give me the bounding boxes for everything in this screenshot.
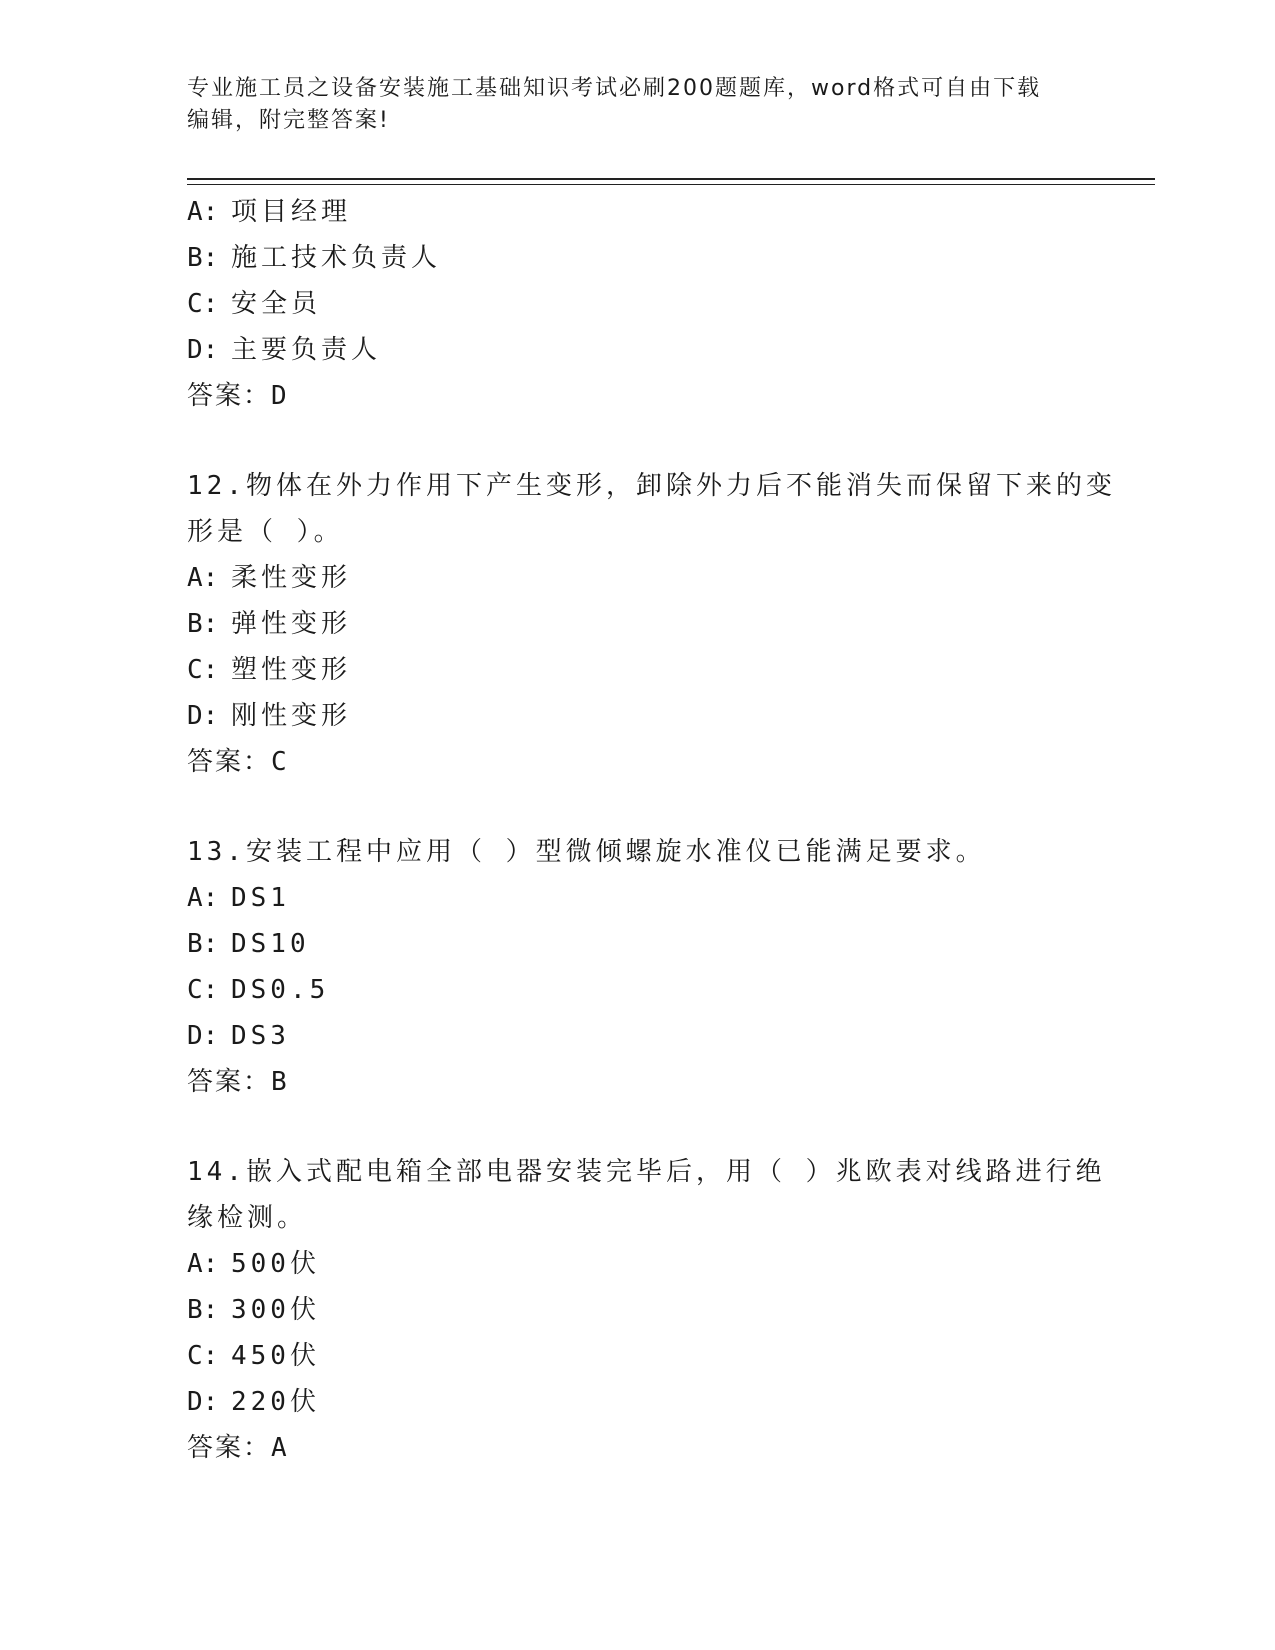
option-a: A: DS1 — [187, 883, 290, 913]
option-d: D: 220伏 — [187, 1387, 320, 1417]
answer-line — [187, 373, 1087, 419]
option-c: C: 安全员 — [187, 289, 322, 319]
option-b: B: 300伏 — [187, 1295, 320, 1325]
question-text-line-1: 12.物体在外力作用下产生变形，卸除外力后不能消失而保留下来的变 — [187, 471, 1116, 501]
question-text-line-2: 形是（ ）。 — [187, 517, 344, 547]
answer-value: A — [271, 1433, 289, 1463]
option-d: D: 刚性变形 — [187, 701, 352, 731]
question-text-line-2: 缘检测。 — [187, 1203, 308, 1233]
option-b: B: 弹性变形 — [187, 609, 352, 639]
document-header — [187, 73, 1087, 137]
answer-label: 答案： — [187, 381, 272, 411]
option-d: D: DS3 — [187, 1021, 290, 1051]
answer-label: 答案： — [187, 1433, 272, 1463]
question-12 — [187, 463, 1116, 785]
answer-line — [187, 1059, 1087, 1105]
answer-label: 答案： — [187, 747, 272, 777]
answer-line — [187, 1425, 1087, 1471]
option-b: B: 施工技术负责人 — [187, 243, 442, 273]
question-text-line-1: 14.嵌入式配电箱全部电器安装完毕后，用（ ）兆欧表对线路进行绝 — [187, 1157, 1106, 1187]
header-line-2: 编辑，附完整答案! — [187, 108, 390, 133]
header-line-1: 专业施工员之设备安装施工基础知识考试必刷200题题库，word格式可自由下载 — [187, 76, 1042, 101]
option-b: B: DS10 — [187, 929, 310, 959]
option-c: C: DS0.5 — [187, 975, 330, 1005]
option-a: A: 柔性变形 — [187, 563, 352, 593]
answer-line — [187, 739, 1087, 785]
question-text-line-1: 13.安装工程中应用（ ）型微倾螺旋水准仪已能满足要求。 — [187, 837, 986, 867]
option-a: A: 500伏 — [187, 1249, 320, 1279]
header-rule-thick — [187, 178, 1155, 180]
question-14 — [187, 1149, 1106, 1471]
option-a: A: 项目经理 — [187, 197, 352, 227]
header-rule-thin — [187, 184, 1155, 185]
option-c: C: 450伏 — [187, 1341, 320, 1371]
answer-label: 答案： — [187, 1067, 272, 1097]
option-c: C: 塑性变形 — [187, 655, 352, 685]
option-d: D: 主要负责人 — [187, 335, 382, 365]
question-11 — [187, 189, 1087, 419]
question-13 — [187, 829, 1087, 1105]
question-list — [187, 189, 1116, 1471]
answer-value: B — [271, 1067, 289, 1097]
answer-value: D — [271, 381, 289, 411]
answer-value: C — [271, 747, 289, 777]
